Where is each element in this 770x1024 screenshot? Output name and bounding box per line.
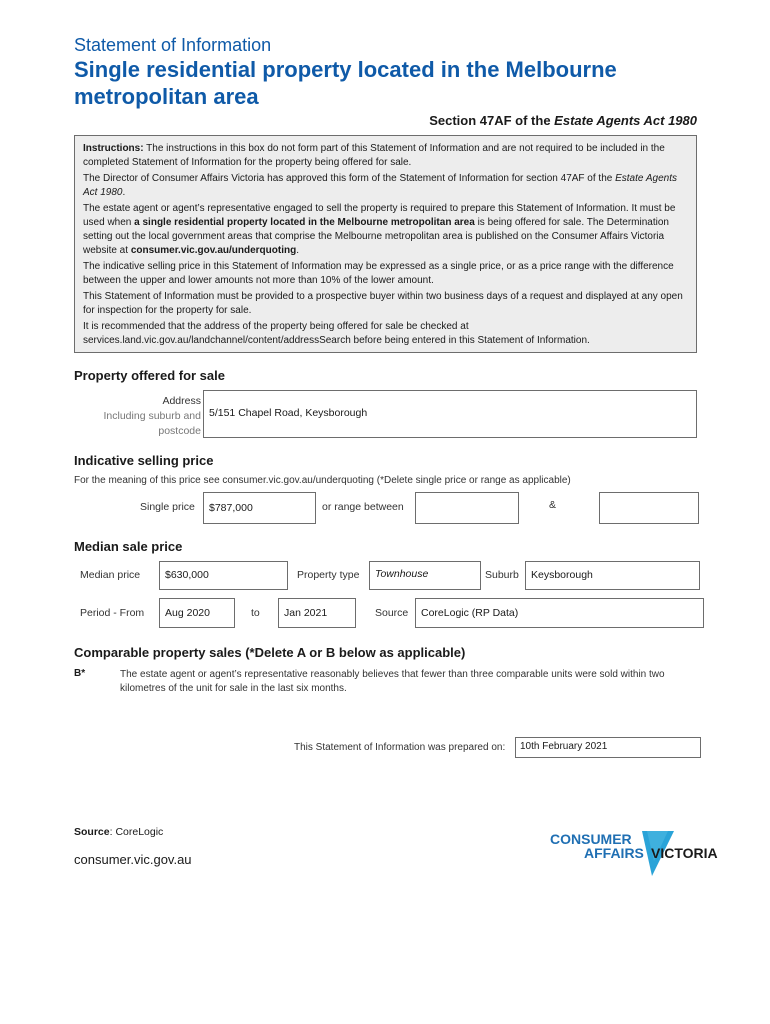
comparable-marker: B* [74,668,86,679]
period-to-field[interactable]: Jan 2021 [278,598,356,628]
act-name: Estate Agents Act 1980 [554,113,697,128]
prepared-date-field[interactable]: 10th February 2021 [515,737,701,758]
logo-word-affairs: AFFAIRS [584,845,644,861]
instructions-paragraph-2: The Director of Consumer Affairs Victoria has approved this form of the Statement of Information for section 47AF of the Estate Agents Act 1980. [83,173,677,198]
document-title: Single residential property located in the Melbourne metropolitan area [74,57,617,109]
instructions-box [74,135,697,353]
period-from-label: Period - From [80,607,145,619]
median-price-field[interactable]: $630,000 [159,561,288,590]
range-low-field[interactable] [415,492,519,524]
source-label: Source [375,607,409,619]
range-high-field[interactable] [599,492,699,524]
median-heading: Median sale price [74,539,183,554]
document-kicker: Statement of Information [74,35,272,55]
footer-source: Source: CoreLogic [74,826,164,838]
indicative-heading: Indicative selling price [74,453,214,468]
consumer-affairs-victoria-logo [550,828,725,883]
footer-website[interactable]: consumer.vic.gov.au [74,852,192,867]
suburb-label: Suburb [485,569,519,581]
source-field[interactable]: CoreLogic (RP Data) [415,598,704,628]
address-label: Address Including suburb and postcode [103,395,201,437]
period-to-label: to [251,607,260,619]
cav-logo-mark [550,828,725,883]
range-ampersand: & [549,499,557,511]
logo-word-victoria: VICTORIA [651,845,718,861]
logo-word-consumer: CONSUMER [550,831,632,847]
instructions-paragraph-6: It is recommended that the address of the property being offered for sale be checked at services.land.vic.gov.au/landchannel/content/addressSearch before being entered in this Statement of Information. [83,321,590,346]
median-price-label: Median price [80,569,141,581]
instructions-paragraph-1: Instructions: The instructions in this box do not form part of this Statement of Information and are not required to be included in the completed Statement of Information for the property being offered for sale. [83,143,665,168]
instructions-paragraph-5: This Statement of Information must be provided to a prospective buyer within two business days of a request and displayed at any open for inspection for the property for sale. [83,291,683,316]
prepared-label: This Statement of Information was prepared on: [294,742,506,753]
comparable-heading: Comparable property sales (*Delete A or B below as applicable) [74,645,466,660]
underquoting-link[interactable]: consumer.vic.gov.au/underquoting [130,245,297,256]
comparable-text: The estate agent or agent’s representative reasonably believes that fewer than three comparable units were sold within two kilometres of the unit for sale in the last six months. [120,669,665,694]
property-heading: Property offered for sale [74,368,225,383]
indicative-note: For the meaning of this price see consumer.vic.gov.au/underquoting (*Delete single price or range as applicable) [74,475,571,486]
instructions-paragraph-3: The estate agent or agent’s representative engaged to sell the property is required to prepare this Statement of Information. It must be used when a single residential property located in the Melbourne metropolitan area is being offered for sale. The Determination setting out the local government areas that comprise the Melbourne metropolitan area is published on the Consumer Affairs Victoria website at consumer.vic.gov.au/underquoting. [83,203,676,256]
section-reference: Section 47AF of the Estate Agents Act 1980 [429,113,697,128]
instructions-paragraph-4: The indicative selling price in this Statement of Information may be expressed as a single price, or as a price range with the difference between the upper and lower amounts not more than 10% of the lower amount. [83,261,674,286]
single-price-label: Single price [140,501,195,513]
range-label: or range between [322,501,404,513]
suburb-field[interactable]: Keysborough [525,561,700,590]
single-price-field[interactable]: $787,000 [203,492,316,524]
address-field[interactable]: 5/151 Chapel Road, Keysborough [203,390,697,438]
period-from-field[interactable]: Aug 2020 [159,598,235,628]
property-type-field[interactable]: Townhouse [369,561,481,590]
property-type-label: Property type [297,569,360,581]
